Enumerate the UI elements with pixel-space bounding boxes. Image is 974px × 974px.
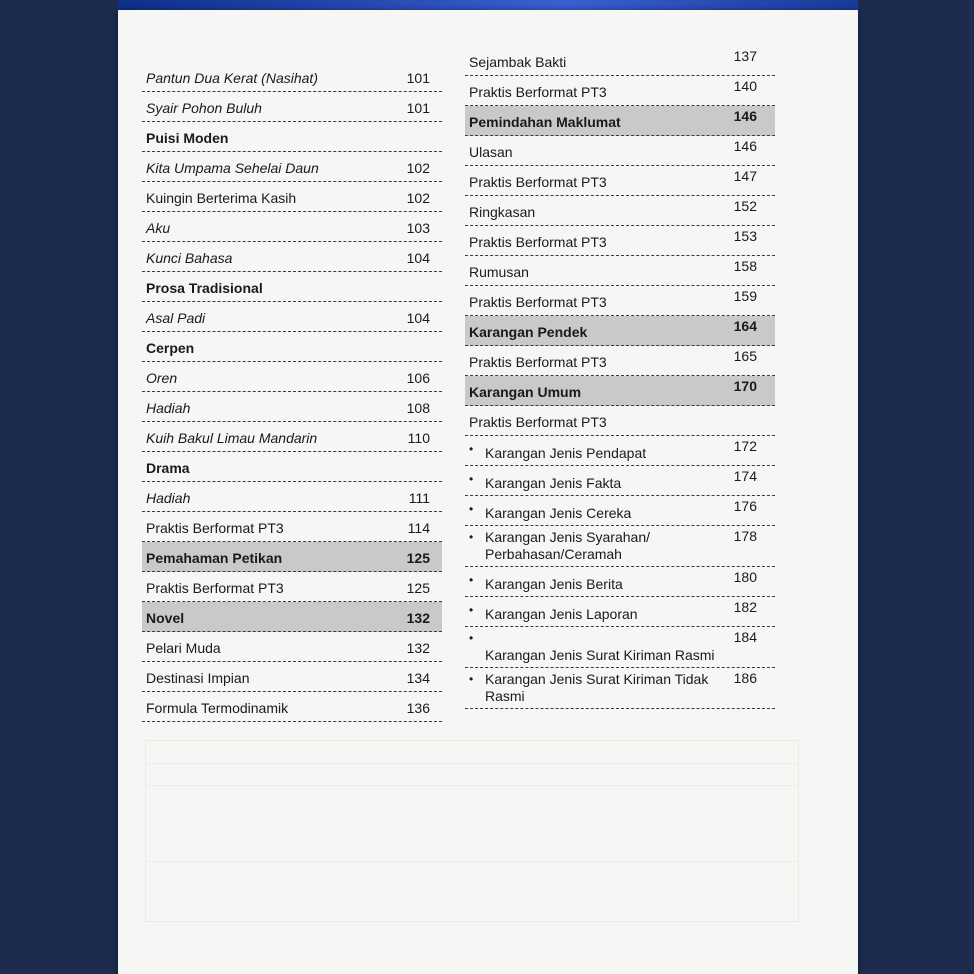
entry-title: Karangan Jenis Fakta (485, 475, 622, 491)
entry-page-number: 146 (733, 138, 757, 154)
contents-entry (465, 256, 775, 286)
contents-entry (465, 406, 775, 436)
bullet-icon: • (469, 631, 474, 645)
entry-page-number: 101 (406, 70, 430, 86)
entry-title: Karangan Jenis Pendapat (485, 445, 647, 461)
entry-title: Praktis Berformat PT3 (469, 84, 607, 100)
contents-entry (465, 196, 775, 226)
contents-entry (142, 392, 442, 422)
entry-title: Ulasan (469, 144, 513, 160)
bullet-icon: • (469, 573, 474, 587)
contents-entry (142, 512, 442, 542)
entry-title: Asal Padi (146, 310, 206, 326)
entry-title: Pemindahan Maklumat (469, 114, 621, 130)
bullet-icon: • (469, 442, 474, 456)
entry-title: Prosa Tradisional (146, 280, 263, 296)
entry-title: Praktis Berformat PT3 (146, 580, 284, 596)
entry-title: Karangan Jenis Surat Kiriman Rasmi (485, 647, 715, 663)
entry-page-number: 140 (733, 78, 757, 94)
entry-title: Karangan Jenis Laporan (485, 606, 638, 622)
entry-page-number: 147 (733, 168, 757, 184)
entry-page-number: 159 (733, 288, 757, 304)
entry-page-number: 134 (406, 670, 430, 686)
entry-page-number: 137 (733, 48, 757, 64)
contents-entry (465, 567, 775, 597)
contents-entry (465, 46, 775, 76)
entry-title: Praktis Berformat PT3 (469, 354, 607, 370)
contents-entry (142, 422, 442, 452)
entry-title: Karangan Jenis Syarahan/ Perbahasan/Ceramah (485, 529, 650, 562)
entry-page-number: 102 (406, 160, 430, 176)
entry-page-number: 125 (406, 580, 430, 596)
entry-page-number: 114 (407, 520, 430, 536)
bullet-icon: • (469, 530, 474, 544)
contents-entry (142, 482, 442, 512)
entry-page-number: 176 (733, 498, 757, 514)
entry-title: Kuingin Berterima Kasih (146, 190, 297, 206)
entry-title: Hadiah (146, 400, 191, 416)
section-heading-novel (142, 602, 442, 632)
entry-page-number: 170 (733, 378, 757, 394)
entry-title: Syair Pohon Buluh (146, 100, 262, 116)
entry-title: Sejambak Bakti (469, 54, 567, 70)
section-heading-pemindahan-maklumat (465, 106, 775, 136)
section-heading-pemahaman-petikan (142, 542, 442, 572)
entry-title: Puisi Moden (146, 130, 229, 146)
entry-page-number: 136 (406, 700, 430, 716)
entry-page-number: 111 (408, 490, 430, 506)
bullet-icon: • (469, 502, 474, 516)
entry-title: Karangan Jenis Cereka (485, 505, 632, 521)
contents-entry (465, 166, 775, 196)
entry-title: Karangan Pendek (469, 324, 588, 340)
contents-entry (465, 226, 775, 256)
entry-title: Ringkasan (469, 204, 536, 220)
entry-title: Kita Umpama Sehelai Daun (146, 160, 319, 176)
section-heading-prosa-tradisional (142, 272, 442, 302)
contents-entry (142, 362, 442, 392)
contents-entry (142, 632, 442, 662)
entry-title: Praktis Berformat PT3 (469, 414, 607, 430)
contents-entry (465, 436, 775, 466)
entry-page-number: 186 (733, 670, 757, 686)
contents-entry (465, 286, 775, 316)
entry-page-number: 158 (733, 258, 757, 274)
entry-title: Karangan Umum (469, 384, 582, 400)
entry-title: Karangan Jenis Surat Kiriman Tidak Rasmi (485, 671, 709, 704)
entry-page-number: 172 (733, 438, 757, 454)
contents-entry (142, 692, 442, 722)
entry-page-number: 104 (406, 310, 430, 326)
entry-page-number: 182 (733, 599, 757, 615)
entry-page-number: 178 (733, 528, 757, 544)
bullet-icon: • (469, 672, 474, 686)
contents-entry (142, 662, 442, 692)
entry-page-number: 103 (406, 220, 430, 236)
entry-page-number: 146 (733, 108, 757, 124)
contents-entry (142, 242, 442, 272)
contents-entry (465, 496, 775, 526)
entry-title: Kunci Bahasa (146, 250, 233, 266)
contents-entry (142, 62, 442, 92)
entry-title: Pemahaman Petikan (146, 550, 283, 566)
section-heading-karangan-umum (465, 376, 775, 406)
bullet-icon: • (469, 603, 474, 617)
contents-entry (142, 92, 442, 122)
entry-title: Pantun Dua Kerat (Nasihat) (146, 70, 318, 86)
section-heading-cerpen (142, 332, 442, 362)
contents-entry (142, 182, 442, 212)
contents-entry (465, 627, 775, 668)
entry-page-number: 164 (733, 318, 757, 334)
entry-title: Praktis Berformat PT3 (469, 294, 607, 310)
entry-page-number: 101 (406, 100, 430, 116)
entry-page-number: 132 (406, 610, 430, 626)
entry-title: Destinasi Impian (146, 670, 250, 686)
contents-entry (465, 466, 775, 496)
contents-column-left (142, 62, 442, 722)
contents-entry (465, 76, 775, 106)
contents-entry (142, 302, 442, 332)
entry-page-number: 132 (406, 640, 430, 656)
entry-title: Novel (146, 610, 185, 626)
bleed-through-table (145, 740, 799, 922)
entry-page-number: 104 (406, 250, 430, 266)
entry-title: Pelari Muda (146, 640, 221, 656)
contents-entry (465, 526, 775, 567)
entry-title: Praktis Berformat PT3 (469, 174, 607, 190)
entry-page-number: 174 (733, 468, 757, 484)
entry-title: Praktis Berformat PT3 (146, 520, 284, 536)
bullet-icon: • (469, 472, 474, 486)
contents-entry (465, 346, 775, 376)
contents-column-right (465, 46, 775, 709)
section-heading-puisi-moden (142, 122, 442, 152)
entry-page-number: 108 (406, 400, 430, 416)
entry-title: Rumusan (469, 264, 529, 280)
entry-title: Aku (146, 220, 171, 236)
entry-title: Kuih Bakul Limau Mandarin (146, 430, 318, 446)
section-heading-karangan-pendek (465, 316, 775, 346)
contents-entry (465, 136, 775, 166)
entry-title: Karangan Jenis Berita (485, 576, 623, 592)
entry-title: Formula Termodinamik (146, 700, 289, 716)
entry-page-number: 102 (406, 190, 430, 206)
entry-page-number: 110 (407, 430, 430, 446)
entry-title: Praktis Berformat PT3 (469, 234, 607, 250)
entry-title: Cerpen (146, 340, 195, 356)
entry-title: Oren (146, 370, 178, 386)
entry-page-number: 180 (733, 569, 757, 585)
entry-page-number: 184 (733, 629, 757, 645)
entry-page-number: 152 (733, 198, 757, 214)
contents-entry (142, 212, 442, 242)
contents-entry (142, 572, 442, 602)
entry-page-number: 153 (733, 228, 757, 244)
section-heading-drama (142, 452, 442, 482)
contents-entry (142, 152, 442, 182)
entry-page-number: 125 (406, 550, 430, 566)
contents-entry (465, 668, 775, 709)
entry-page-number: 106 (406, 370, 430, 386)
entry-title: Drama (146, 460, 190, 476)
entry-title: Hadiah (146, 490, 191, 506)
contents-entry (465, 597, 775, 627)
entry-page-number: 165 (733, 348, 757, 364)
